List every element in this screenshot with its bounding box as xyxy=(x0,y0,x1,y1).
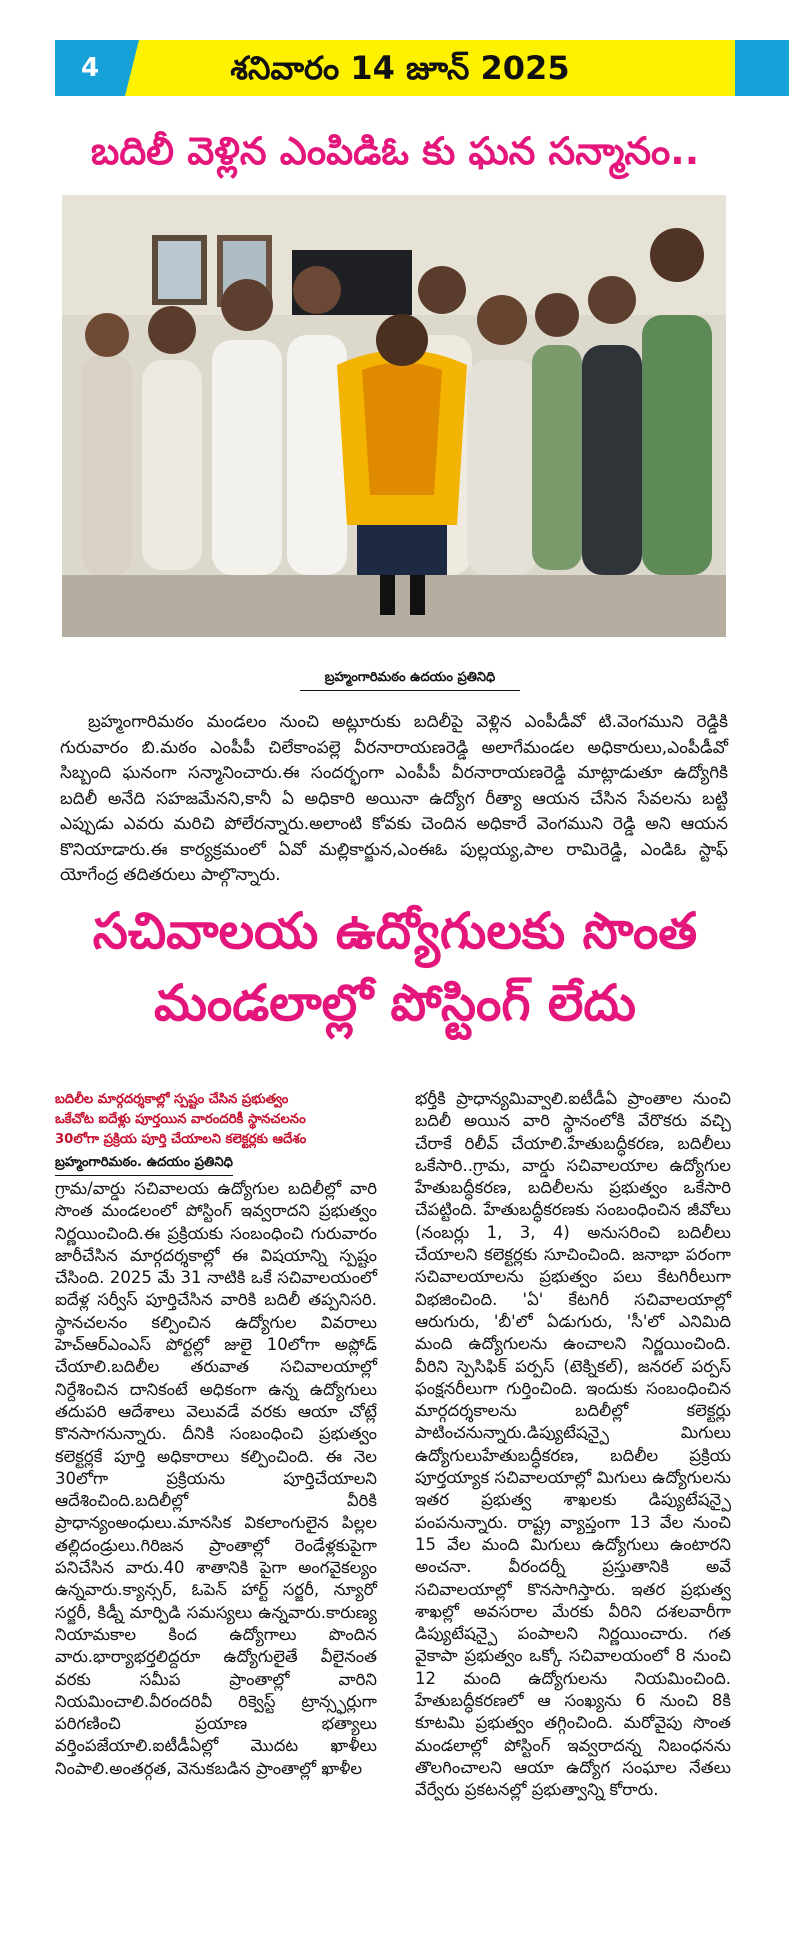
story2-highlights xyxy=(55,1090,385,1176)
story1-paragraph: బ్రహ్మంగారిమఠం మండలం నుంచి అట్లూరుకు బదిలీపై వెళ్లిన ఎంపీడీవో టి.వెంగముని రెడ్డికి గురువారం బి.మఠం ఎంపీపీ చిలేకాంపల్లె వీరనారాయణరెడ్డి అలాగేమండల అధికారులు,ఎంపీడీవో సిబ్బంది ఘనంగా సన్మానించారు.ఈ సందర్భంగా ఎంపీపీ వీరనారాయణరెడ్డి మాట్లాడుతూ ఉద్యోగికి బదిలీ అనేది సహజమేనని,కానీ ఏ అధికారి అయినా ఉద్యోగ రీత్యా ఆయన చేసిన సేవలను బట్టి ఎప్పుడు ఎవరు మరిచి పోలేరన్నారు.అలాంటి కోవకు చెందిన అధికారే వెంగముని రెడ్డి అని ఆయన కొనియాడారు.ఈ కార్యక్రమంలో ఏవో మల్లికార్జున,ఎంఈఓ పుల్లయ్య,పాల రామిరెడ్డి, ఎండిఓ స్టాఫ్ యోగేంద్ర తదితరులు పాల్గొన్నారు. xyxy=(60,712,728,885)
issue-date: శనివారం 14 జూన్ 2025 xyxy=(230,49,570,87)
story2-headline-line2: మండలాల్లో పోస్టింగ్ లేదు xyxy=(154,974,636,1032)
story2-column-right xyxy=(415,1088,731,1802)
story2-column-right-text: భర్తీకి ప్రాధాన్యమివ్వాలి.ఐటీడీఏ ప్రాంతాల నుంచి బదిలీ అయిన వారి స్థానంలోకి వేరొకరు వచ్చి చేరాకే రిలీవ్ చేయాలి.హేతుబద్ధీకరణ, బదిలీలు ఒకేసారి..గ్రామ, వార్డు సచివాలయాల ఉద్యోగుల హేతుబద్ధీకరణ, బదిలీలను ప్రభుత్వం ఒకేసారి చేపట్టింది. హేతుబద్ధీకరణకు సంబంధించిన జీవోలు (నంబర్లు 1, 3, 4) అనుసరించి బదిలీలు చేయాలని కలెక్టర్లకు సూచించింది. జనాభా పరంగా సచివాలయాలను ప్రభుత్వం పలు కేటగిరీలుగా విభజించింది. 'ఏ' కేటగిరీ సచివాలయాల్లో ఆరుగురు, 'బీ'లో ఏడుగురు, 'సీ'లో ఎనిమిది మంది ఉద్యోగులను ఉంచాలని నిర్ణయించింది. వీరిని స్పెసిఫిక్ పర్పస్ (టెక్నికల్), జనరల్ పర్పస్ ఫంక్షనరీలుగా గుర్తించింది. ఇందుకు సంబంధించిన మార్గదర్శకాలను బదిలీల్లో కలెక్టర్లు పాటించనున్నారు.డిప్యుటేషన్పై మిగులు ఉద్యోగులుహేతుబద్ధీకరణ, బదిలీల ప్రక్రియ పూర్తయ్యాక సచివాలయాల్లో మిగులు ఉద్యోగులను ఇతర ప్రభుత్వ శాఖలకు డిప్యుటేషన్పై పంపనున్నారు. రాష్ట్ర వ్యాప్తంగా 13 వేల నుంచి 15 వేల మంది మిగులు ఉద్యోగులు ఉంటారని అంచనా. వీరందర్నీ ప్రస్తుతానికి అవే సచివాలయాల్లో కొనసాగిస్తారు. ఇతర ప్రభుత్వ శాఖల్లో అవసరాల మేరకు వీరిని దశలవారీగా డిప్యుటేషన్పై పంపాలని నిర్ణయించారు. గత వైకాపా ప్రభుత్వం ఒక్కో సచివాలయంలో 8 నుంచి 12 మంది ఉద్యోగులను నియమించింది. హేతుబద్ధీకరణలో ఆ సంఖ్యను 6 నుంచి 8కి కూటమి ప్రభుత్వం తగ్గించింది. మరోవైపు సొంత మండలాల్లో పోస్టింగ్ ఇవ్వరాదన్న నిబంధనను తొలగించాలని ఆయా ఉద్యోగ సంఘాల నేతలు వేర్వేరు ప్రకటనల్లో ప్రభుత్వాన్ని కోరారు. xyxy=(415,1089,731,1800)
story1-headline: బదిలీ వెళ్లిన ఎంపిడిఓ కు ఘన సన్మానం.. xyxy=(90,129,700,173)
story2-headline-line1: సచివాలయ ఉద్యోగులకు సొంత xyxy=(92,902,698,960)
story2-byline: బ్రహ్మంగారిమఠం. ఉదయం ప్రతినిధి xyxy=(55,1152,233,1176)
story2-column-left-text: గ్రామ/వార్డు సచివాలయ ఉద్యోగుల బదిలీల్లో వారి సొంత మండలంలో పోస్టింగ్ ఇవ్వరాదని ప్రభుత్వం నిర్ణయించింది.ఈ ప్రక్రియకు సంబంధించి గురువారం జారీచేసిన మార్గదర్శకాల్లో ఈ విషయాన్ని స్పష్టం చేసింది. 2025 మే 31 నాటికి ఒకే సచివాలయంలో ఐదేళ్ల సర్వీస్ పూర్తిచేసిన వారికి బదిలీ తప్పనిసరి. స్థానచలనం కల్పించిన ఉద్యోగుల వివరాలు హెచ్ఆర్ఎంఎస్ పోర్టల్లో జులై 10లోగా అప్లోడ్ చేయాలి.బదిలీల తరువాత సచివాలయాల్లో నిర్దేశించిన దానికంటే అధికంగా ఉన్న ఉద్యోగులు తదుపరి ఆదేశాలు వెలువడే వరకు ఆయా చోట్లే కొనసాగనున్నారు. దీనికి సంబంధించి ప్రభుత్వం కలెక్టర్లకే పూర్తి అధికారాలు కల్పించింది. ఈ నెల 30లోగా ప్రక్రియను పూర్తిచేయాలని ఆదేశించింది.బదిలీల్లో వీరికి ప్రాధాన్యంఅంధులు.మానసిక వికలాంగులైన పిల్లల తల్లిదండ్రులు.గిరిజన ప్రాంతాల్లో రెండేళ్లకుపైగా పనిచేసిన వారు.40 శాతానికి పైగా అంగవైకల్యం ఉన్నవారు.క్యాన్సర్, ఓపెన్ హార్ట్ సర్జరీ, న్యూరో సర్జరీ, కిడ్నీ మార్పిడి సమస్యలు ఉన్నవారు.కారుణ్య నియామకాల కింద ఉద్యోగాలు పొందిన వారు.భార్యాభర్తలిద్దరూ ఉద్యోగులైతే వీలైనంత వరకు సమీప ప్రాంతాల్లో వారిని నియమించాలి.వీరందరివీ రిక్వెస్ట్ ట్రాన్స్ఫర్లుగా పరిగణించి ప్రయాణ భత్యాలు వర్తింపజేయాలి.ఐటీడీఏల్లో మొదట ఖాళీలు నింపాలి.అంతర్గత, వెనుకబడిన ప్రాంతాల్లో ఖాళీల xyxy=(55,1179,377,1778)
highlight-line: బదిలీల మార్గదర్శకాల్లో స్పష్టం చేసిన ప్రభుత్వం xyxy=(55,1092,289,1107)
felicitation-photo xyxy=(62,195,726,637)
story2-headline xyxy=(55,895,735,1039)
story1-body xyxy=(60,710,728,889)
photo-illustration xyxy=(62,195,726,637)
page-number: 4 xyxy=(80,53,100,83)
highlight-line: 30లోగా ప్రక్రియ పూర్తి చేయాలని కలెక్టర్లకు ఆదేశం xyxy=(55,1132,307,1147)
story2-column-left xyxy=(55,1178,377,1780)
highlight-line: ఒకేచోట ఐదేళ్లు పూర్తయిన వారందరికీ స్థానచలనం xyxy=(55,1112,306,1127)
story1-byline: బ్రహ్మంగారిమఠం ఉదయం ప్రతినిధి xyxy=(300,670,520,691)
header-blue-right xyxy=(735,40,789,96)
